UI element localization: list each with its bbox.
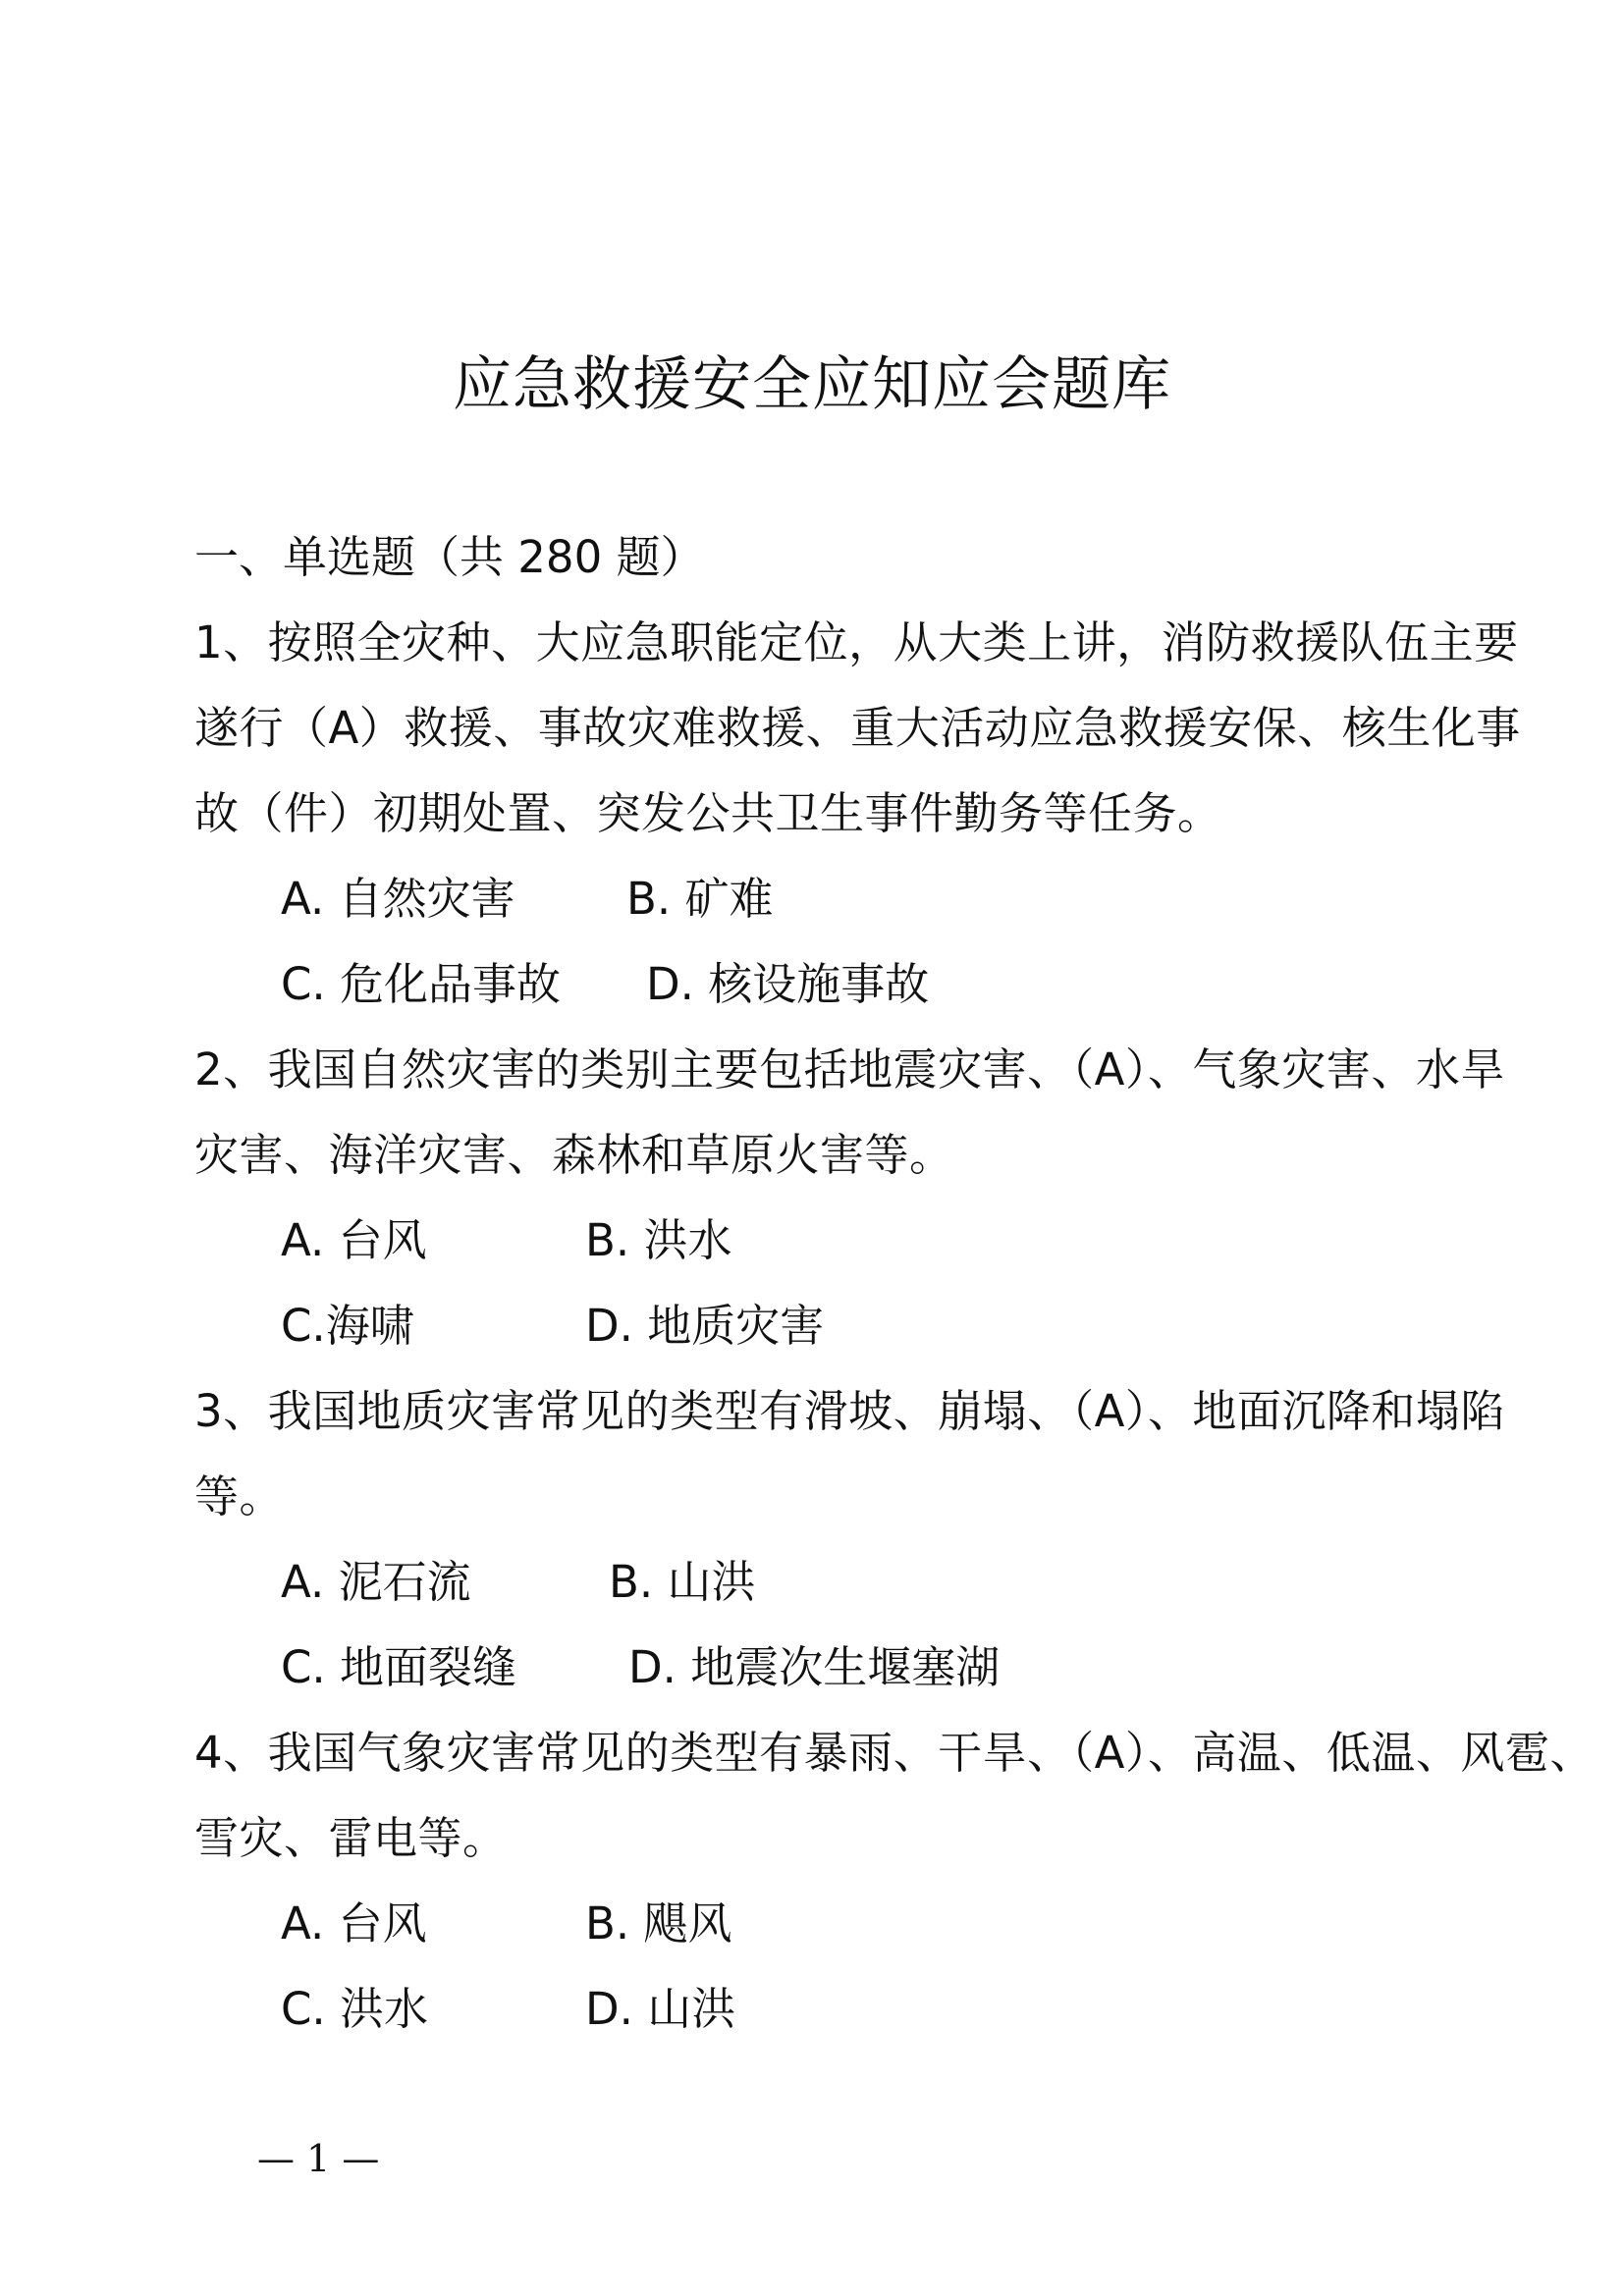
- question-text-line: 4、我国气象灾害常见的类型有暴雨、干旱、（A）、高温、低温、风雹、: [194, 1727, 1595, 1779]
- section-heading: 一、单选题（共 280 题）: [194, 531, 705, 583]
- question-3: [194, 1368, 1505, 1710]
- option-row: [194, 1283, 1471, 1368]
- question-4: [194, 1710, 1595, 2052]
- option-row: [194, 1625, 1471, 1710]
- question-1: [194, 600, 1521, 1027]
- question-text-line: 雪灾、雷电等。: [194, 1812, 508, 1864]
- option-b: B. 矿难: [626, 873, 774, 925]
- question-2: [194, 1027, 1505, 1368]
- option-row: [194, 1539, 1471, 1625]
- option-row: [194, 856, 1471, 941]
- option-c: C. 危化品事故: [281, 958, 562, 1010]
- option-a: A. 台风: [281, 1214, 427, 1266]
- question-text-line: 2、我国自然灾害的类别主要包括地震灾害、（A）、气象灾害、水旱: [194, 1043, 1505, 1095]
- option-row: [194, 1198, 1471, 1283]
- document-body: [194, 514, 1595, 2052]
- option-d: D. 地震次生堰塞湖: [628, 1641, 1001, 1693]
- option-a: A. 泥石流: [281, 1556, 471, 1608]
- option-c: C. 地面裂缝: [281, 1641, 517, 1693]
- option-a: A. 自然灾害: [281, 873, 515, 925]
- question-text-line: 遂行（A）救援、事故灾难救援、重大活动应急救援安保、核生化事: [194, 702, 1521, 754]
- option-b: B. 山洪: [609, 1556, 756, 1608]
- question-text-line: 3、我国地质灾害常见的类型有滑坡、崩塌、（A）、地面沉降和塌陷: [194, 1385, 1505, 1437]
- option-d: D. 核设施事故: [646, 958, 930, 1010]
- option-row: [194, 1966, 1471, 2052]
- option-d: D. 山洪: [585, 1983, 736, 2035]
- option-d: D. 地质灾害: [585, 1300, 825, 1352]
- option-row: [194, 1881, 1471, 1966]
- question-text-line: 1、按照全灾种、大应急职能定位，从大类上讲，消防救援队伍主要: [194, 616, 1519, 668]
- option-b: B. 洪水: [585, 1214, 732, 1266]
- question-text-line: 灾害、海洋灾害、森林和草原火害等。: [194, 1129, 954, 1181]
- page-number: — 1 —: [257, 2137, 380, 2180]
- option-a: A. 台风: [281, 1897, 427, 1949]
- option-row: [194, 941, 1471, 1027]
- option-c: C. 洪水: [281, 1983, 429, 2035]
- document-title: 应急救援安全应知应会题库: [453, 350, 1171, 419]
- question-text-line: 故（件）初期处置、突发公共卫生事件勤务等任务。: [194, 787, 1222, 839]
- option-b: B. 飓风: [585, 1897, 732, 1949]
- option-c: C.海啸: [281, 1300, 414, 1352]
- question-text-line: 等。: [194, 1470, 285, 1522]
